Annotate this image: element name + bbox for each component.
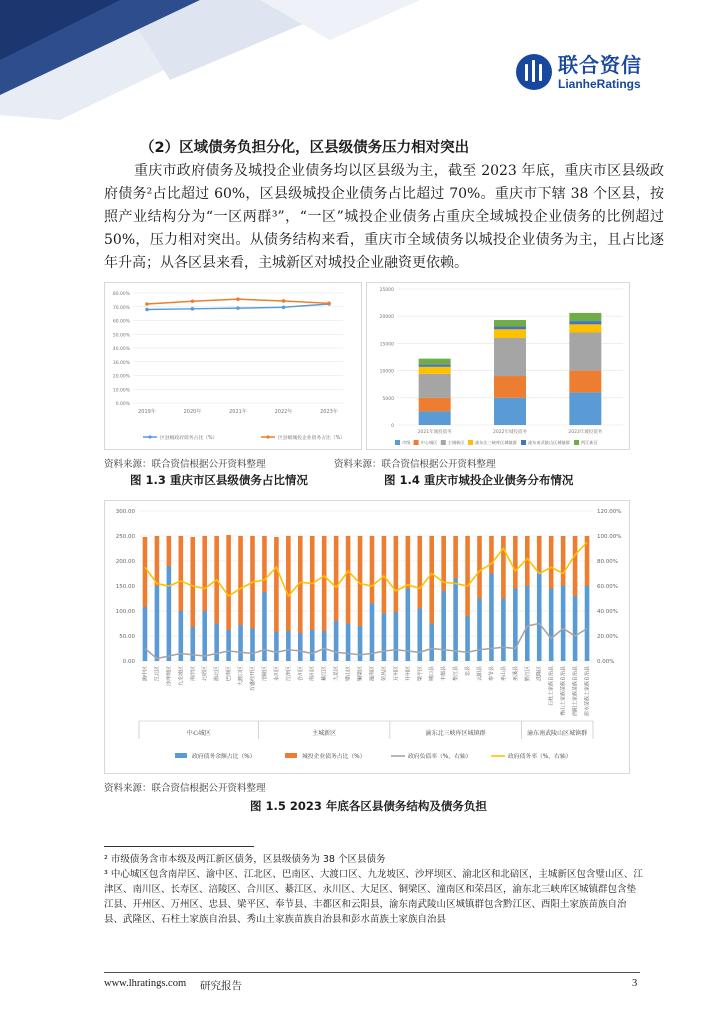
figure-1-4-source: 资料来源：联合资信根据公开资料整理 [334,459,496,470]
x-tick-label: 2019年 [138,409,156,415]
orange-bar [190,537,195,627]
blue-bar [501,599,506,662]
y-tick-label: 10.00% [112,388,130,394]
orange-bar [453,536,458,579]
blue-bar [238,625,243,661]
blue-bar [286,631,291,661]
legend-label: 政府债务余额占比（%） [192,754,256,760]
x-tick-label: 2020年 [183,409,202,415]
y-left-tick-label: 200.00 [115,559,135,565]
y-right-tick-label: 80.00% [597,559,618,565]
orange-bar [346,536,351,624]
data-point [236,297,240,301]
orange-bar [394,536,399,612]
y-left-tick-label: 100.00 [115,609,135,615]
figure-1-4-caption: 图 1.4 重庆市城投企业债务分布情况 [384,473,574,487]
blue-bar [143,607,148,661]
blue-bar [561,586,566,661]
legend-label: 城投企业债务占比（%） [302,754,366,760]
orange-bar [143,537,148,607]
figure-1-3-source: 资料来源：联合资信根据公开资料整理 [104,459,266,470]
stacked-bar-segment [569,321,601,324]
x-tick-label: 江北区 [154,666,161,682]
x-tick-label: 石柱土家族自治县 [548,666,555,707]
orange-bar [465,536,470,616]
group-label: 渝东南武陵山区城镇群 [527,730,588,737]
blue-bar [573,596,578,661]
x-tick-label: 合川区 [297,666,304,682]
x-tick-label: 南岸区 [190,666,197,682]
orange-bar [238,536,243,625]
data-point [327,302,331,306]
blue-bar [334,621,339,661]
stacked-bar-segment [419,374,451,398]
x-tick-label: 云阳县 [477,666,483,682]
legend-label: 两江新区 [581,440,598,445]
stacked-bar-segment [569,333,601,371]
figure-1-5-caption: 图 1.5 2023 年底各区县债务结构及债务负担 [250,799,487,813]
y-tick-label: 15000 [379,342,394,348]
blue-bar [382,614,387,662]
blue-bar [465,616,470,661]
x-tick-label: 梁平区 [417,666,424,682]
orange-bar [274,537,279,632]
legend-label: 市级 [402,440,411,445]
x-tick-label: 铜梁区 [357,666,364,682]
orange-bar [226,535,231,630]
orange-bar [155,536,160,586]
data-point [191,299,195,303]
y-left-tick-label: 50.00 [119,634,135,640]
data-point [145,302,149,306]
orange-bar [549,536,554,589]
figure-1-3-chart [104,282,362,450]
series-line [145,542,587,596]
stacked-bar-segment [494,329,526,338]
y-tick-label: 70.00% [112,305,130,311]
blue-bar [167,566,172,661]
figure-1-5-source: 资料来源：联合资信根据公开资料整理 [104,783,266,794]
legend-label: 渝东南武陵山区城镇群 [528,440,570,445]
y-tick-label: 80.00% [112,292,130,297]
y-right-tick-label: 0.00% [597,659,615,665]
group-label: 中心城区 [186,730,211,737]
x-tick-label: 万盛经开区 [250,666,256,692]
x-tick-label: 南川区 [309,666,316,682]
x-tick-label: 巫溪县 [512,666,519,682]
x-tick-label: 城口县 [429,666,436,682]
stacked-bar-segment [569,371,601,393]
x-tick-label: 渝北区 [214,666,221,682]
x-tick-label: 2023年城投债务 [568,430,603,435]
footnote-divider [104,846,254,847]
footer-divider [104,972,640,973]
stacked-bar-segment [419,411,451,425]
x-tick-label: 璧山区 [345,666,352,682]
x-tick-label: 大渡口区 [238,666,245,687]
x-tick-label: 九龙坡区 [178,666,185,687]
x-tick-label: 沙坪坝区 [166,666,173,687]
blue-bar [453,579,458,662]
blue-bar [250,629,255,662]
blue-bar [358,626,363,661]
legend-marker [148,435,151,438]
blue-bar [214,624,219,662]
x-tick-label: 巫山县 [500,666,507,682]
x-tick-label: 垫江县 [453,666,460,682]
blue-bar [394,612,399,661]
x-tick-label: 武隆区 [536,666,543,682]
orange-bar [501,536,506,599]
legend-label: 区县级政府债务占比（%） [160,436,218,441]
figure-1-3-caption: 图 1.3 重庆市区县级债务占比情况 [130,473,308,487]
orange-bar [573,536,578,596]
blue-bar [155,586,160,661]
blue-bar [190,627,195,661]
orange-bar [370,536,375,604]
legend-swatch [574,440,579,445]
x-tick-label: 彭水苗族土家族自治县 [584,666,591,717]
legend-swatch [414,440,419,445]
stacked-bar-segment [494,320,526,327]
footer-page-number: 3 [632,978,638,989]
data-point [191,307,195,311]
legend-swatch [285,753,297,758]
y-right-tick-label: 60.00% [597,584,618,590]
blue-bar [429,624,434,662]
orange-bar [537,536,542,571]
orange-bar [477,536,482,599]
y-tick-label: 20000 [379,315,394,321]
x-tick-label: 2023年 [320,409,338,415]
y-right-tick-label: 100.00% [597,534,622,540]
legend-swatch [175,753,187,758]
blue-bar [274,632,279,661]
blue-bar [202,611,207,661]
orange-bar [429,536,434,624]
x-tick-label: 荣昌区 [381,666,388,682]
stacked-bar-segment [419,367,451,374]
y-left-tick-label: 150.00 [115,584,135,590]
x-tick-label: 丰都县 [441,666,448,682]
footer-url[interactable]: www.lhratings.com [104,978,187,989]
section-heading: （2）区域债务负担分化，区县级债务压力相对突出 [140,140,470,156]
data-point [145,308,149,312]
logo-mark-icon [516,54,552,90]
y-tick-label: 10000 [379,369,394,375]
stacked-bar-segment [494,376,526,398]
combo-chart-district-debt [105,501,631,775]
y-tick-label: 20.00% [112,374,130,380]
x-tick-label: 黔江区 [524,666,531,682]
blue-bar [537,571,542,661]
stacked-bar-segment [569,324,601,332]
orange-bar [382,536,387,614]
y-right-tick-label: 120.00% [597,509,622,515]
data-point [282,306,286,310]
stacked-bar-segment [419,398,451,412]
y-left-tick-label: 0.00 [122,659,135,665]
x-tick-label: 潼南区 [369,666,376,682]
orange-bar [561,536,566,586]
blue-bar [417,609,422,662]
legend-swatch [441,440,446,445]
x-tick-label: 奉节县 [488,666,495,682]
x-tick-label: 秀山土家族苗族自治县 [560,666,567,717]
footnote-3: ³ 中心城区包含南岸区、渝中区、江北区、巴南区、大渡口区、九龙坡区、沙坪坝区、渝北区和北碚区，主城新区包含璧山区、江津区、南川区、长寿区、涪陵区、合川区、綦江区、永川区、大足区、铜梁区、潼南区和荣昌区，渝东北三峡库区城镇群包含垫江县、开州区、万州区、忠县、梁平区、奉节县、丰都区和云阳县，渝东南武陵山区城镇群包含黔江区、酉阳土家族苗族自治县、武隆区、石柱土家族自治县、秀山土家族苗族自治县和彭水苗族土家族自治县 [104,869,643,925]
x-tick-label: 大足区 [333,666,340,682]
figure-1-5-chart [104,500,630,774]
x-tick-label: 綦江区 [321,666,328,682]
y-left-tick-label: 300.00 [115,509,135,515]
y-tick-label: 0.00% [115,402,130,407]
legend-label: 政府负债率（%，右轴） [408,754,472,760]
x-tick-label: 忠县 [465,666,472,677]
brand-name-en: LianheRatings [558,76,641,91]
section-paragraph: 重庆市政府债务及城投企业债务均以区县级为主，截至 2023 年底，重庆市区县级政府债务²占比超过 60%，区县级城投企业债务占比超过 70%。重庆市下辖 38 个区县，按照产业结构分为“一区两群³”，“一区”城投企业债务占重庆全域城投企业债务的比例超过 50%，压力相对突出。从债务结构来看，重庆市全域债务以城投企业债务为主，且占比逐年升高；从各区县来看，主城新区对城投企业融资更依赖。 [104,163,664,271]
stacked-bar-segment [494,398,526,425]
brand-logo [516,54,642,90]
blue-bar [549,589,554,662]
blue-bar [310,630,315,661]
orange-bar [406,536,411,589]
orange-bar [489,536,494,574]
blue-bar [477,599,482,662]
figure-1-4-chart [366,282,630,450]
blue-bar [298,633,303,661]
stacked-bar-segment [494,338,526,376]
brand-name-cn: 联合资信 [558,52,642,77]
x-tick-label: 2021年城投债务 [417,430,452,435]
stacked-bar-segment [569,392,601,425]
orange-bar [417,536,422,609]
legend-marker [266,435,269,438]
orange-bar [513,536,518,589]
line-chart-district-debt-share [105,283,363,451]
y-tick-label: 30.00% [112,360,130,366]
legend-swatch [395,440,400,445]
y-tick-label: 40.00% [112,347,130,352]
y-right-tick-label: 20.00% [597,634,618,640]
x-tick-label: 万州区 [393,666,400,682]
legend-label: 中心城区 [420,440,438,445]
stacked-bar-segment [419,365,451,367]
x-tick-label: 渝中区 [142,666,149,682]
legend-swatch [468,440,473,445]
legend-label: 区县级城投企业债务占比（%） [278,436,345,441]
data-point [282,299,286,303]
x-tick-label: 涪陵区 [261,666,268,682]
y-tick-label: 5000 [382,396,394,402]
blue-bar [513,589,518,662]
orange-bar [179,536,184,611]
blue-bar [346,624,351,662]
footer-doc-type: 研究报告 [200,981,242,992]
x-tick-label: 酉阳土家族苗族自治县 [572,666,579,717]
blue-bar [525,586,530,661]
x-tick-label: 2021年 [229,409,247,415]
legend-label: 渝东北三峡库区城镇群 [475,440,517,445]
stacked-bar-chart-lgfv-debt [367,283,631,451]
x-tick-label: 开州区 [405,666,412,682]
legend-label: 政府债务率（%，右轴） [508,754,572,760]
orange-bar [286,536,291,631]
orange-bar [202,536,207,611]
y-right-tick-label: 40.00% [597,609,618,615]
y-tick-label: 25000 [379,288,394,293]
stacked-bar-segment [569,313,601,321]
group-label: 主城新区 [312,730,337,737]
x-tick-label: 巴南区 [226,666,233,682]
blue-bar [322,631,327,661]
series-line [145,624,587,659]
orange-bar [167,536,172,566]
x-tick-label: 永川区 [273,666,280,682]
orange-bar [334,536,339,621]
y-tick-label: 0 [391,424,394,429]
orange-bar [262,536,267,592]
y-left-tick-label: 250.00 [115,534,135,540]
stacked-bar-segment [494,327,526,330]
legend-label: 主城新区 [447,440,465,445]
legend-swatch [521,440,526,445]
blue-bar [226,630,231,661]
x-tick-label: 2022年 [274,409,293,415]
x-tick-label: 北碚区 [202,666,209,682]
x-tick-label: 江津区 [285,666,292,682]
data-point [236,306,240,310]
stacked-bar-segment [419,359,451,365]
orange-bar [322,536,327,631]
blue-bar [585,586,590,661]
x-tick-label: 2022年城投债务 [493,430,527,435]
y-tick-label: 60.00% [112,319,130,325]
group-label: 渝东北三峡库区城镇群 [425,730,486,737]
footnote-2: ² 市级债务含市本级及两江新区债务，区县级债务为 38 个区县债务 [104,854,386,865]
y-tick-label: 50.00% [112,333,130,339]
